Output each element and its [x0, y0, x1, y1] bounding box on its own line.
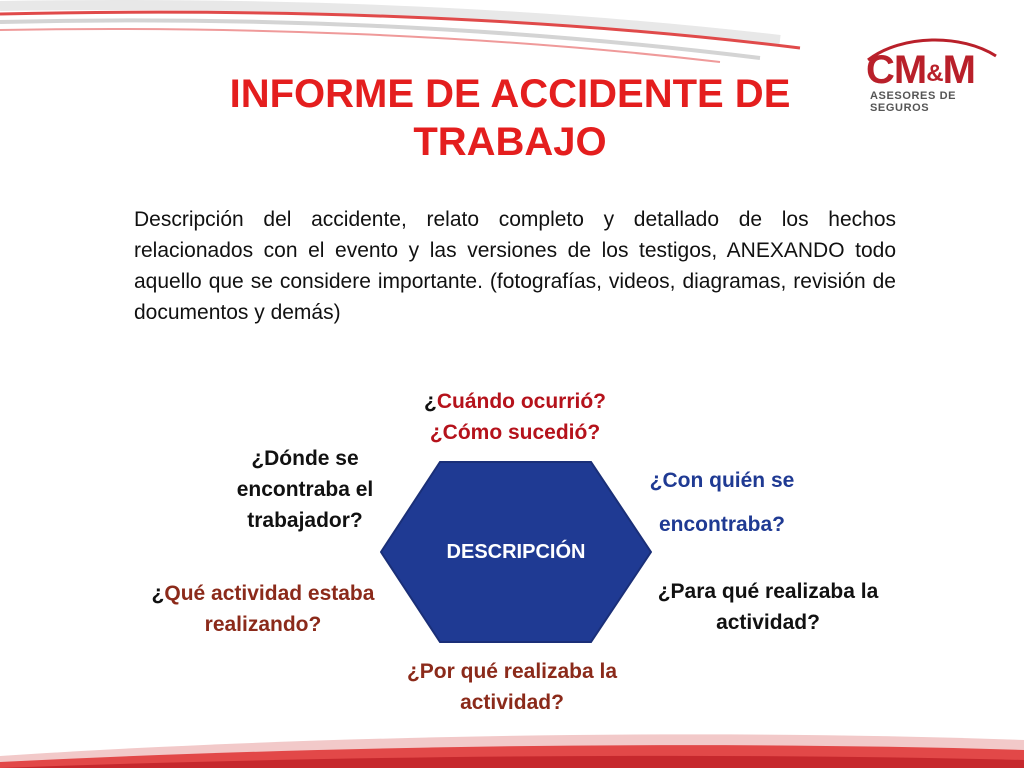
question-why-line2: actividad? — [460, 691, 564, 714]
question-how: ¿Cómo sucedió? — [429, 421, 601, 444]
page-title-line2: TRABAJO — [413, 120, 607, 164]
question-when-how — [380, 386, 650, 448]
question-why — [362, 656, 662, 718]
question-when-mark: ¿ — [424, 390, 437, 413]
question-what-activity-line2: realizando? — [204, 613, 322, 636]
question-where-line2: encontraba el — [236, 478, 374, 501]
question-where-line3: trabajador? — [247, 509, 363, 532]
question-where-line1: ¿Dónde se — [251, 447, 359, 470]
question-when: Cuándo ocurrió? — [436, 390, 606, 413]
page-title-line1: INFORME DE ACCIDENTE DE — [229, 72, 791, 116]
question-what-for — [618, 576, 918, 638]
question-with-whom-line1: ¿Con quién se — [649, 469, 795, 492]
logo-mark-cm: CM — [866, 48, 927, 92]
hexagon-label: DESCRIPCIÓN — [446, 541, 586, 563]
logo-mark — [866, 48, 975, 92]
question-why-line1: ¿Por qué realizaba la — [406, 660, 618, 683]
logo-mark-amp: & — [926, 60, 943, 87]
question-what-activity-mark: ¿ — [151, 582, 165, 605]
question-what-activity-line1: Qué actividad estaba — [164, 582, 375, 605]
page-title — [150, 70, 870, 166]
question-where — [195, 443, 415, 536]
logo-subtitle: ASESORES DE SEGUROS — [870, 90, 957, 114]
question-with-whom — [624, 459, 820, 547]
logo-mark-m: M — [942, 48, 975, 92]
description-paragraph: Descripción del accidente, relato completo y detallado de los hechos relacionados con el evento y las versiones de los testigos, ANEXANDO todo aquello que se considere importante. (fotografías, videos, diagramas, revisión de documentos y demás) — [134, 208, 896, 324]
company-logo — [862, 34, 1002, 114]
question-what-for-line2: actividad? — [716, 611, 820, 634]
question-with-whom-line2: encontraba? — [658, 513, 786, 536]
question-what-for-line1: ¿Para qué realizaba la — [657, 580, 879, 603]
question-what-activity — [118, 578, 408, 640]
